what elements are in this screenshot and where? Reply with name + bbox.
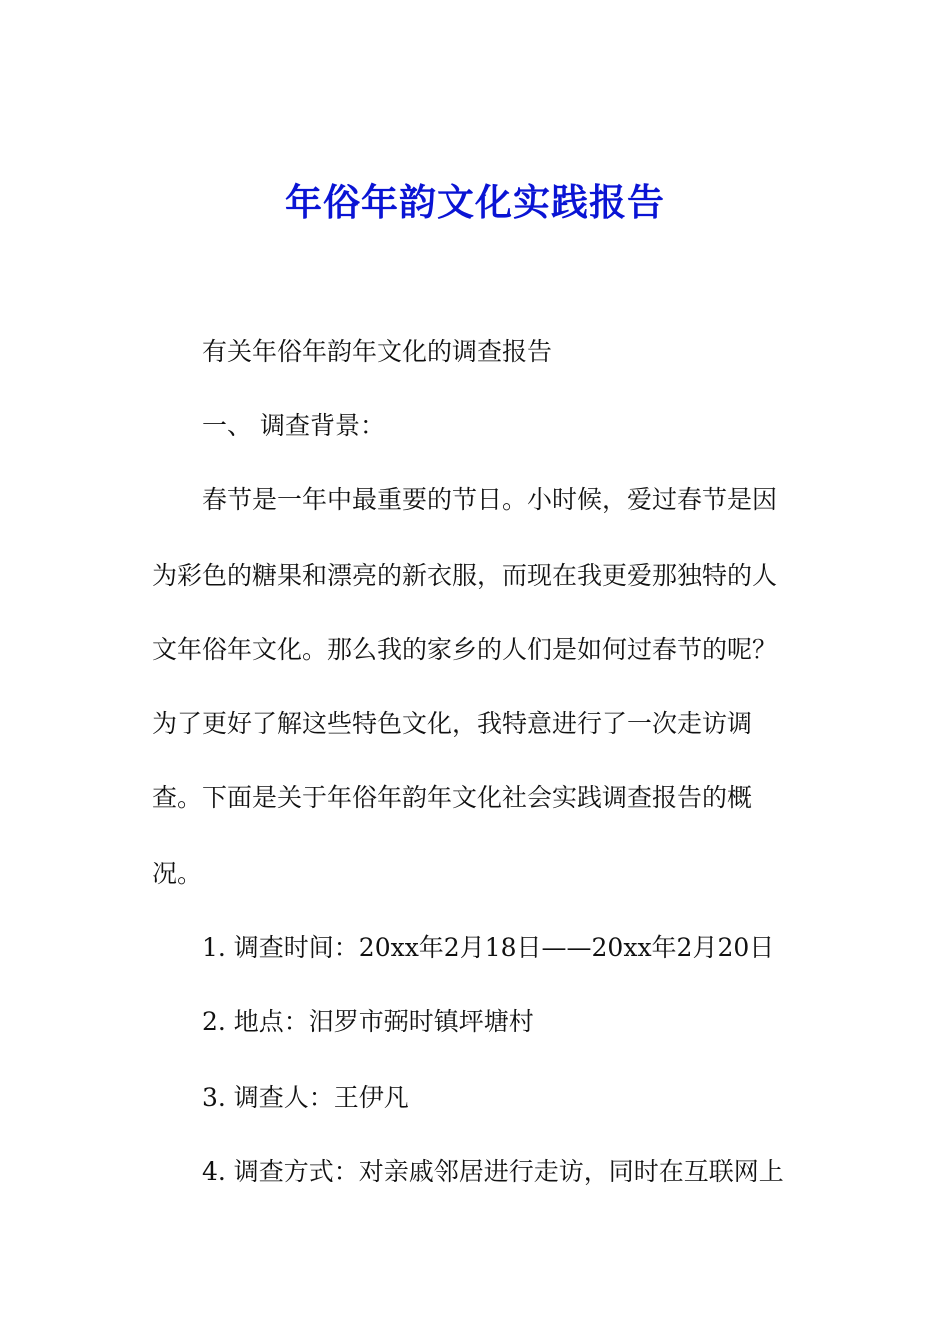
paragraph-line: 文年俗年文化。那么我的家乡的人们是如何过春节的呢？ <box>152 635 778 664</box>
paragraph-line: 查。下面是关于年俗年韵年文化社会实践调查报告的概 <box>152 783 753 812</box>
paragraph-line: 况。 <box>152 859 203 888</box>
list-item-survey-time: 1. 调查时间：20xx年2月18日——20xx年2月20日 <box>202 933 775 962</box>
paragraph-line: 为了更好了解这些特色文化，我特意进行了一次走访调 <box>152 709 753 738</box>
subtitle-line: 有关年俗年韵年文化的调查报告 <box>202 337 553 366</box>
paragraph-line: 为彩色的糖果和漂亮的新衣服，而现在我更爱那独特的人 <box>152 561 778 590</box>
list-item-investigator: 3. 调查人：王伊凡 <box>202 1083 409 1112</box>
section-heading-background: 一、 调查背景： <box>202 411 385 440</box>
paragraph-line: 春节是一年中最重要的节日。小时候，爱过春节是因 <box>202 485 778 514</box>
list-item-location: 2. 地点：汨罗市弼时镇坪塘村 <box>202 1007 534 1036</box>
document-title: 年俗年韵文化实践报告 <box>285 180 665 224</box>
list-item-survey-method: 4. 调查方式：对亲戚邻居进行走访，同时在互联网上 <box>202 1157 784 1186</box>
